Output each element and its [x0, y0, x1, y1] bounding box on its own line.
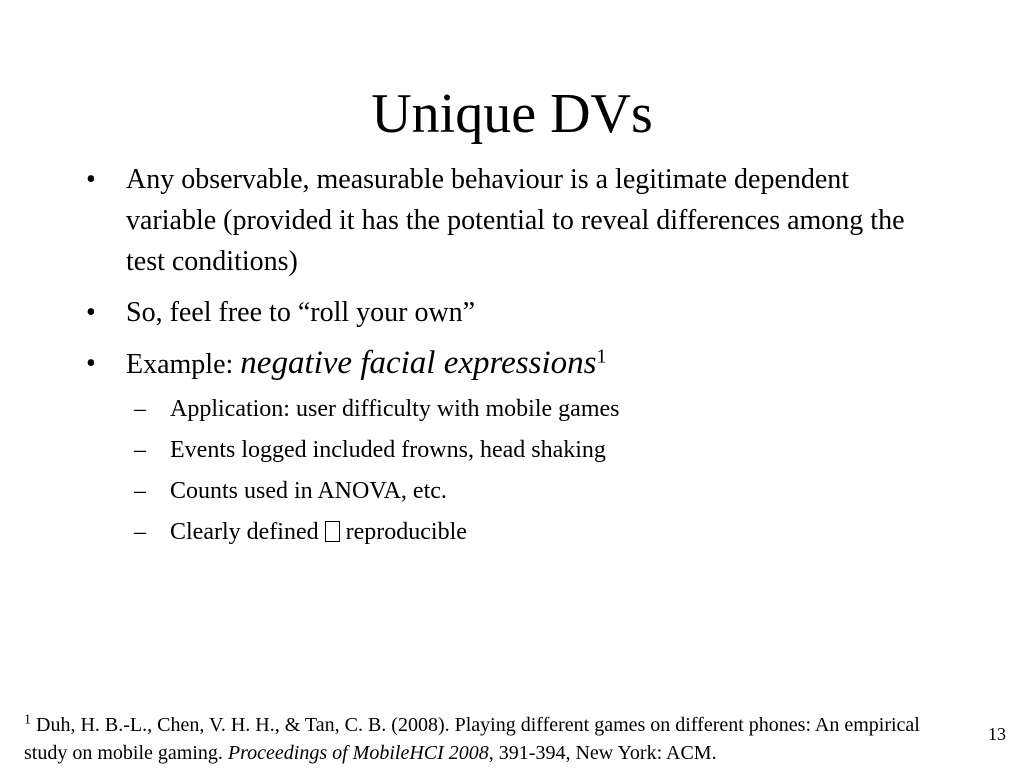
- footnote-pages: , 391-394, New York: ACM.: [488, 742, 717, 764]
- example-label: Example:: [126, 349, 241, 380]
- bullet-marker: •: [86, 164, 96, 195]
- sub-bullet-text: Counts used in ANOVA, etc.: [170, 478, 447, 504]
- page-number: 13: [988, 724, 1006, 744]
- bullet-item: [86, 292, 946, 333]
- slide-title: Unique DVs: [371, 82, 653, 145]
- bullet-text: So, feel free to “roll your own”: [126, 297, 476, 328]
- sub-bullet-text: Events logged included frowns, head shaking: [170, 437, 606, 463]
- sub-bullet-item: [134, 471, 946, 512]
- sub-bullet-text-after: reproducible: [339, 519, 467, 545]
- dash-marker: –: [134, 519, 146, 545]
- dash-marker: –: [134, 396, 146, 422]
- sub-bullet-item: [134, 512, 946, 553]
- bullet-item-example: [86, 343, 946, 385]
- bullet-item: [86, 159, 946, 282]
- footnote: [24, 711, 964, 767]
- footnote-citation: Duh, H. B.-L., Chen, V. H. H., & Tan, C. B. (2008). Playing different games on different phones: An empirical study on mobile gaming.: [24, 714, 920, 764]
- example-emphasis: negative facial expressions: [240, 345, 597, 381]
- dash-marker: –: [134, 437, 146, 463]
- sub-bullet-item: [134, 430, 946, 471]
- sub-bullet-list: [134, 389, 946, 553]
- missing-glyph-box-icon: [325, 521, 340, 542]
- footnote-reference: 1: [596, 345, 607, 368]
- footnote-number: 1: [24, 712, 31, 728]
- sub-bullet-text: Application: user difficulty with mobile games: [170, 396, 620, 422]
- dash-marker: –: [134, 478, 146, 504]
- sub-bullet-item: [134, 389, 946, 430]
- bullet-marker: •: [86, 297, 96, 328]
- bullet-marker: •: [86, 348, 96, 379]
- footnote-journal: Proceedings of MobileHCI 2008: [227, 742, 489, 764]
- sub-bullet-text-before: Clearly defined: [170, 519, 325, 545]
- bullet-text: Any observable, measurable behaviour is a legitimate dependent variable (provided it has the potential to reveal differences among the test conditions): [126, 164, 905, 277]
- bullet-list: [86, 159, 946, 553]
